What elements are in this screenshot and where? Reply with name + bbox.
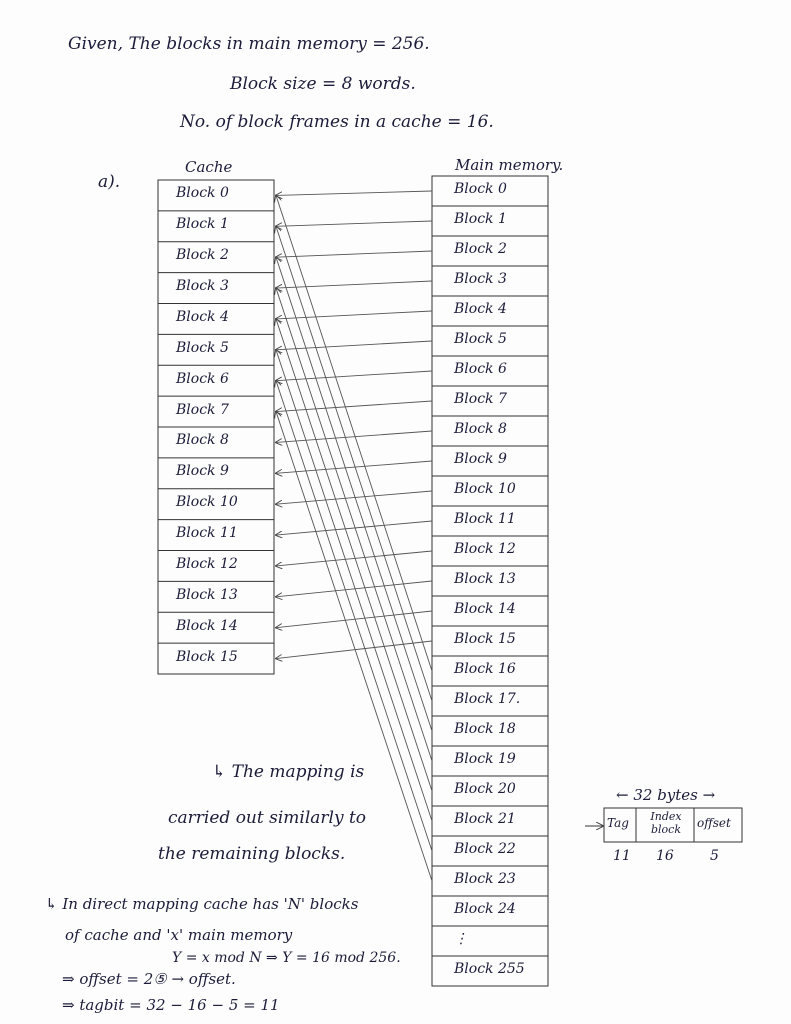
memory-block-2: Block 2: [454, 241, 507, 257]
address-width-label: ← 32 bytes →: [616, 786, 716, 804]
memory-block-9: Block 9: [454, 451, 507, 467]
memory-block-16: Block 16: [454, 661, 516, 677]
memory-block-11: Block 11: [454, 511, 516, 527]
cache-block-0: Block 0: [176, 185, 229, 202]
cache-block-4: Block 4: [176, 308, 229, 325]
memory-block-14: Block 14: [454, 601, 516, 617]
mapping-arrow-7: [276, 401, 432, 412]
mapping-arrow-19: [276, 288, 432, 761]
notes-offset: ⇒ offset = 2⑤ → offset.: [62, 970, 236, 988]
mapping-arrow-13: [276, 581, 432, 597]
mapping-arrow-15: [276, 641, 432, 659]
mapping-note-line1: ↳ The mapping is: [212, 762, 365, 782]
memory-block-10: Block 10: [454, 481, 516, 497]
memory-block-15: Block 15: [454, 631, 516, 647]
tag-bits: 11: [613, 848, 631, 864]
notes-line1: ↳ In direct mapping cache has 'N' blocks: [45, 895, 359, 913]
cache-block-1: Block 1: [176, 216, 229, 233]
memory-block-7: Block 7: [454, 391, 507, 407]
mapping-arrow-21: [276, 350, 432, 821]
memory-block-24: Block 24: [454, 901, 516, 917]
memory-block-26: Block 255: [454, 961, 525, 977]
mapping-arrow-14: [276, 611, 432, 628]
memory-block-21: Block 21: [454, 811, 516, 827]
memory-block-8: Block 8: [454, 421, 507, 437]
cache-label: Cache: [185, 158, 233, 176]
mapping-note-line3: the remaining blocks.: [158, 844, 346, 864]
mapping-arrow-5: [276, 341, 432, 350]
mapping-arrow-2: [276, 251, 432, 257]
memory-block-4: Block 4: [454, 301, 507, 317]
block-size-line: Block size = 8 words.: [230, 74, 416, 94]
index-field: Index block: [650, 810, 682, 836]
cache-block-2: Block 2: [176, 247, 229, 264]
cache-block-13: Block 13: [176, 586, 238, 603]
offset-bits: 5: [710, 848, 719, 864]
mapping-arrow-18: [276, 257, 432, 731]
mapping-note-line2: carried out similarly to: [168, 808, 367, 828]
memory-block-6: Block 6: [454, 361, 507, 377]
memory-block-3: Block 3: [454, 271, 507, 287]
mapping-arrow-1: [276, 221, 432, 226]
memory-block-22: Block 22: [454, 841, 516, 857]
mapping-arrow-17: [276, 226, 432, 701]
frames-line: No. of block frames in a cache = 16.: [180, 112, 494, 132]
cache-block-8: Block 8: [176, 432, 229, 449]
main-memory-label: Main memory.: [455, 156, 564, 174]
notes-tagbit: ⇒ tagbit = 32 − 16 − 5 = 11: [62, 996, 280, 1014]
memory-block-19: Block 19: [454, 751, 516, 767]
cache-block-10: Block 10: [176, 494, 238, 511]
offset-field: offset: [697, 816, 731, 830]
mapping-arrow-0: [276, 191, 432, 195]
cache-block-15: Block 15: [176, 648, 238, 665]
memory-block-17: Block 17.: [454, 691, 521, 707]
cache-block-9: Block 9: [176, 463, 229, 480]
notes-line2: of cache and 'x' main memory: [65, 926, 293, 944]
cache-block-7: Block 7: [176, 401, 229, 418]
mapping-arrow-6: [276, 371, 432, 381]
mapping-arrow-12: [276, 551, 432, 566]
cache-block-12: Block 12: [176, 555, 238, 572]
mapping-arrow-3: [276, 281, 432, 288]
cache-block-5: Block 5: [176, 339, 229, 356]
memory-block-1: Block 1: [454, 211, 507, 227]
memory-block-0: Block 0: [454, 181, 507, 197]
memory-block-20: Block 20: [454, 781, 516, 797]
memory-block-13: Block 13: [454, 571, 516, 587]
memory-block-5: Block 5: [454, 331, 507, 347]
mapping-arrow-20: [276, 319, 432, 791]
mapping-arrow-4: [276, 311, 432, 319]
mapping-arrow-16: [276, 195, 432, 671]
index-bits: 16: [656, 848, 674, 864]
cache-block-6: Block 6: [176, 370, 229, 387]
memory-block-23: Block 23: [454, 871, 516, 887]
given-line: Given, The blocks in main memory = 256.: [68, 34, 430, 54]
tag-field: Tag: [607, 816, 629, 830]
part-label: a).: [98, 172, 121, 192]
memory-block-18: Block 18: [454, 721, 516, 737]
memory-block-25: ⋮: [454, 931, 468, 947]
cache-block-3: Block 3: [176, 278, 229, 295]
cache-block-11: Block 11: [176, 525, 238, 542]
cache-block-14: Block 14: [176, 617, 238, 634]
memory-block-12: Block 12: [454, 541, 516, 557]
notes-formula: Y = x mod N ⇒ Y = 16 mod 256.: [172, 950, 401, 966]
